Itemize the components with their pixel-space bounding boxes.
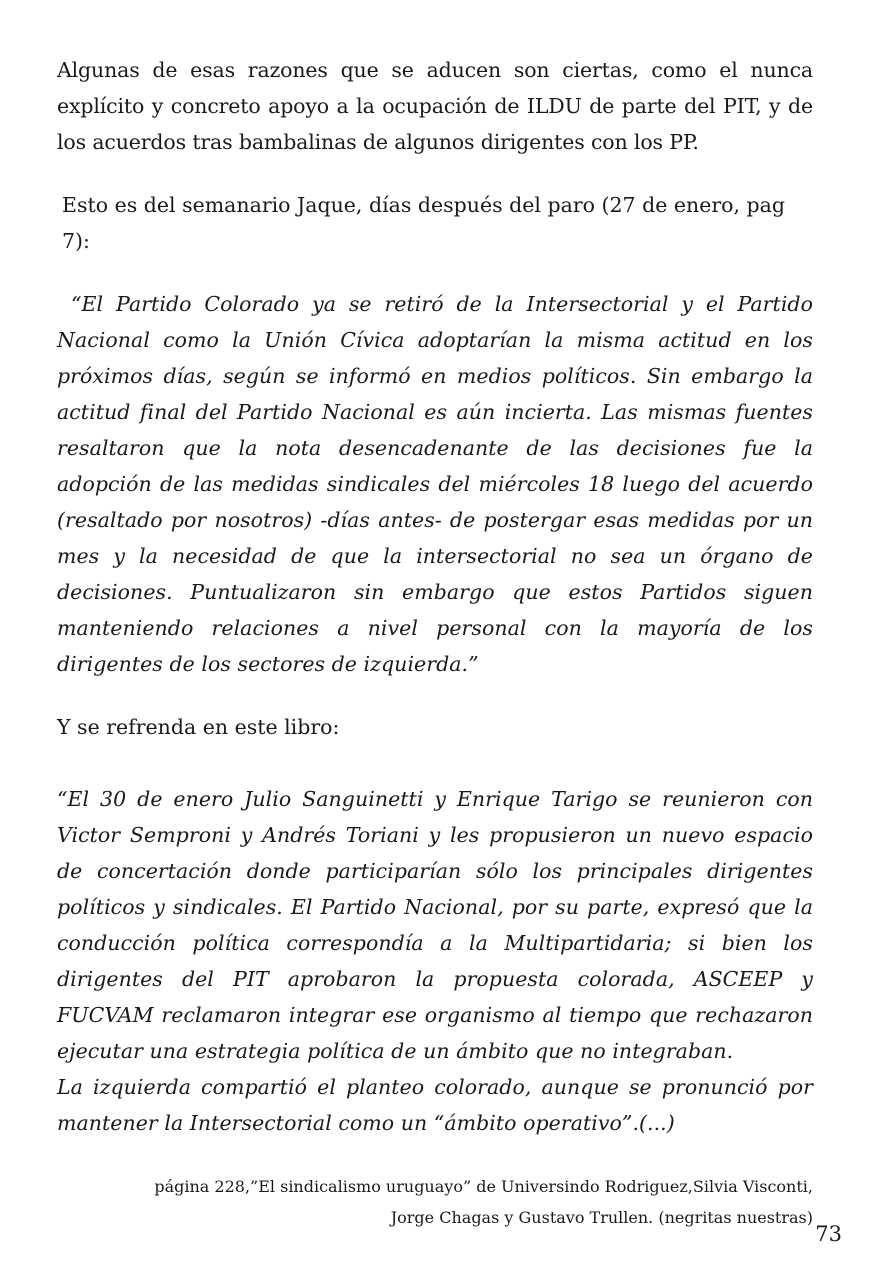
page-body bbox=[57, 52, 813, 1233]
paragraph-book-reference: Y se refrenda en este libro: bbox=[57, 715, 340, 739]
quote-jaque: “El Partido Colorado ya se retiró de la Intersectorial y el Partido Nacional como la Unión Cívica adoptarían la misma actitud en los próximos días, según se informó en medios políticos. Sin embargo la actitud final del Partido Nacional es aún incierta. Las mismas fuentes resaltaron que la nota desencadenante de las decisiones fue la adopción de las medidas sindicales del miércoles 18 luego del acuerdo (resaltado por nosotros) -días antes- de postergar esas medidas por un mes y la necesidad de que la intersectorial no sea un órgano de decisiones. Puntualizaron sin embargo que estos Partidos siguen manteniendo relaciones a nivel personal con la mayoría de los dirigentes de los sectores de izquierda.” bbox=[57, 292, 813, 676]
citation bbox=[57, 1171, 813, 1233]
paragraph-intro: Algunas de esas razones que se aducen son ciertas, como el nunca explícito y concreto apoyo a la ocupación de ILDU de parte del PIT, y de los acuerdos tras bambalinas de algunos dirigentes con los PP. bbox=[57, 58, 813, 154]
citation-line-1: página 228,”El sindicalismo uruguayo” de Universindo Rodriguez,Silvia Visconti, bbox=[154, 1177, 813, 1196]
quote-book-part-2: La izquierda compartió el planteo colorado, aunque se pronunció por mantener la Intersectorial como un “ámbito operativo”.(...) bbox=[57, 1075, 813, 1135]
page-number: 73 bbox=[815, 1222, 842, 1246]
quote-book-part-1: “El 30 de enero Julio Sanguinetti y Enrique Tarigo se reunieron con Victor Semproni y Andrés Toriani y les propusieron un nuevo espacio de concertación donde participarían sólo los principales dirigentes políticos y sindicales. El Partido Nacional, por su parte, expresó que la conducción política correspondía a la Multipartidaria; si bien los dirigentes del PIT aprobaron la propuesta colorada, ASCEEP y FUCVAM reclamaron integrar ese organismo al tiempo que rechazaron ejecutar una estrategia política de un ámbito que no integraban. bbox=[57, 787, 813, 1063]
paragraph-jaque-reference: Esto es del semanario Jaque, días después del paro (27 de enero, pag 7): bbox=[62, 193, 785, 253]
citation-line-2: Jorge Chagas y Gustavo Trullen. (negritas nuestras) bbox=[390, 1208, 813, 1227]
